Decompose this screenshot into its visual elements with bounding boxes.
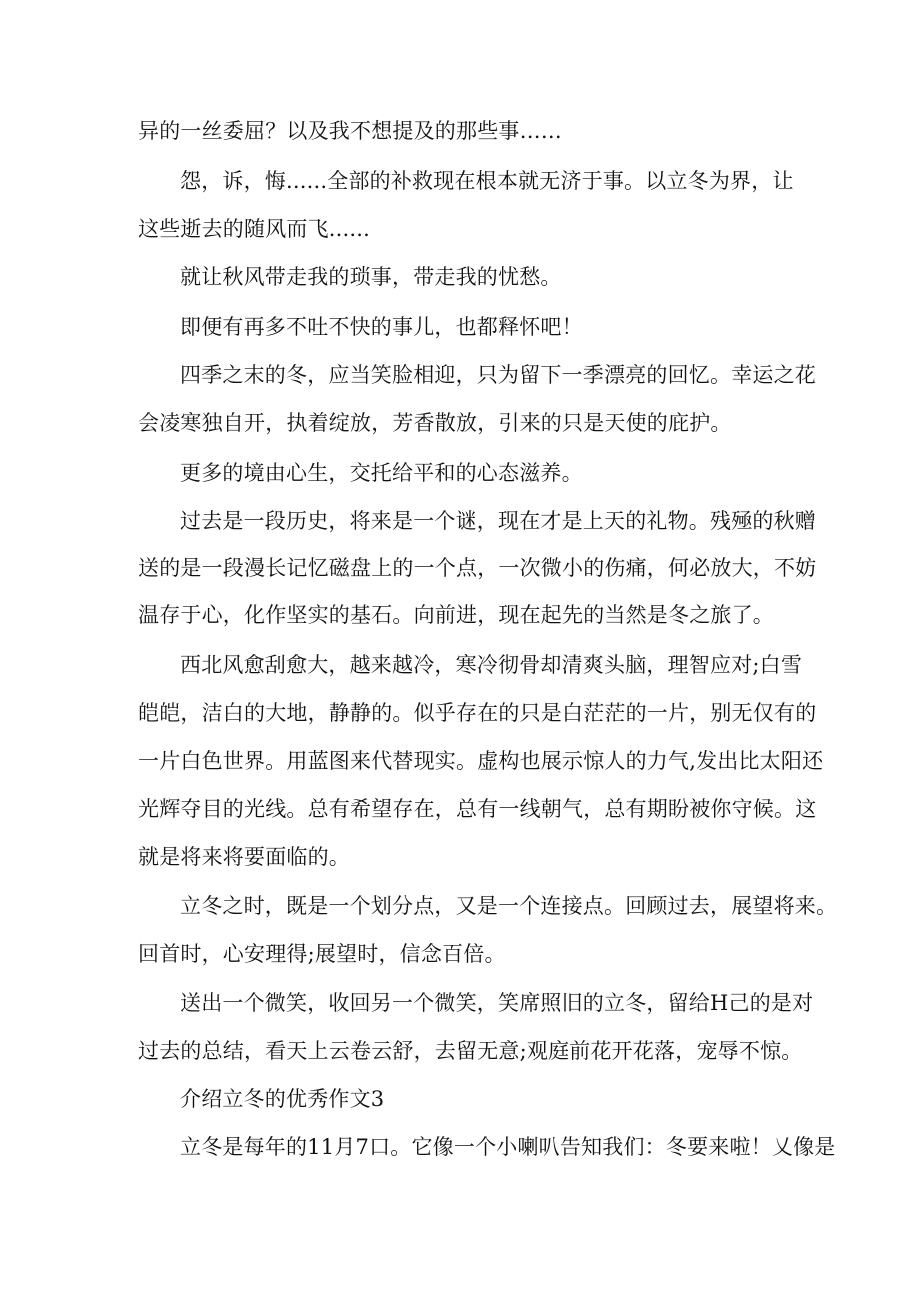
text-line: 四季之末的冬，应当笑脸相迎，只为留下一季漂亮的回忆。幸运之花 <box>180 363 816 387</box>
text-line: 西北风愈刮愈大，越来越冷，寒冷彻骨却清爽头脑，理智应对;白雪 <box>180 653 803 677</box>
text-line: 更多的境由心生，交托给平和的心态滋养。 <box>180 461 583 485</box>
text-line: 立冬是每年的11月7口。它像一个小喇叭告知我们：冬要来啦！乂像是 <box>180 1135 836 1159</box>
text-line: 会凌寒独自开，执着绽放，芳香散放，引来的只是天使的庇护。 <box>138 411 732 435</box>
text-line: 一片白色世界。用蓝图来代替现实。虚构也展示惊人的力气,发出比太阳还 <box>138 749 824 773</box>
text-line: 回首时，心安理得;展望时，信念百倍。 <box>138 942 506 966</box>
text-line: 立冬之时，既是一个划分点，又是一个连接点。回顾过去，展望将来。 <box>180 894 838 918</box>
text-line: 送出一个微笑，收回另一个微笑，笑席照旧的立冬，留给H己的是对 <box>180 991 814 1015</box>
text-line: 这些逝去的随风而飞...... <box>138 217 371 241</box>
text-line: 即便有再多不吐不快的事儿，也都释怀吧！ <box>180 315 583 339</box>
text-line: 送的是一段漫长记忆磁盘上的一个点，一次微小的伤痛，何必放大，不妨 <box>138 556 817 580</box>
section-heading: 介绍立冬的优秀作文3 <box>180 1087 385 1111</box>
text-line: 异的一丝委屈？以及我不想提及的那些事…… <box>138 119 562 143</box>
text-line: 就让秋风带走我的琐事，带走我的忧愁。 <box>180 265 562 289</box>
text-line: 光辉夺目的光线。总有希望存在，总有一线朝气，总有期盼被你守候。这 <box>138 797 817 821</box>
text-line: 过去是一段历史，将来是一个谜，现在才是上天的礼物。残殛的秋赠 <box>180 509 816 533</box>
text-line: 怨，诉，悔......全部的补救现在根本就无济于事。以立冬为界，让 <box>180 169 794 193</box>
text-line: 温存于心，化作坚实的基石。向前进，现在起先的当然是冬之旅了。 <box>138 603 774 627</box>
text-line: 过去的总结，看天上云卷云舒，去留无意;观庭前花开花落，宠辱不惊。 <box>138 1039 803 1063</box>
text-line: 皑皑，洁白的大地，静静的。似乎存在的只是白茫茫的一片，别无仅有的 <box>138 701 817 725</box>
text-line: 就是将来将要面临的。 <box>138 845 350 869</box>
